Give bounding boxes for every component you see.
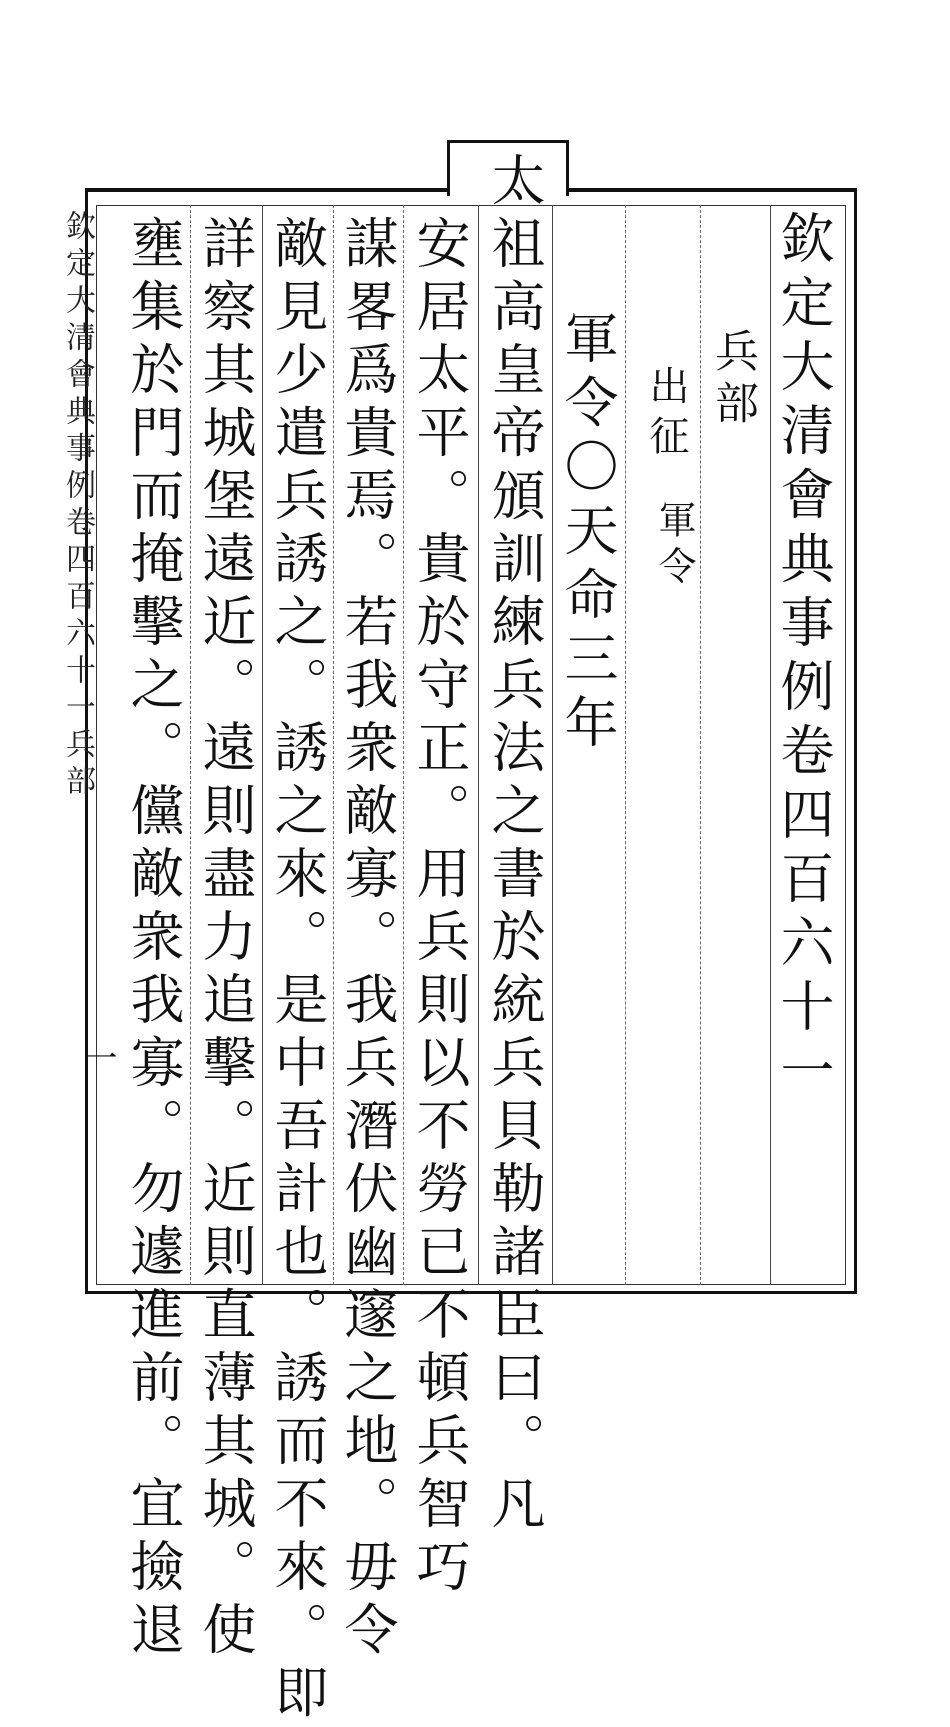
column-rule xyxy=(770,205,771,1285)
subsection-label: 出征 xyxy=(643,365,689,465)
body-line: 壅集於門而掩擊之。儻敵衆我寡。勿遽進前。宜撿退 xyxy=(122,215,185,1664)
body-line: 謀畧爲貴焉。若我衆敵寡。我兵潛伏幽邃之地。毋令 xyxy=(336,215,399,1664)
column-rule xyxy=(403,205,404,1285)
margin-running-title: 欽定大清會典事例卷四百六十一兵部 xyxy=(60,210,95,802)
section-label: 兵部 xyxy=(707,328,758,432)
column-rule xyxy=(478,205,479,1285)
body-line: 太祖高皇帝頒訓練兵法之書於統兵貝勒諸臣曰。凡 xyxy=(483,152,546,1538)
body-line: 敵見少遣兵誘之。誘之來。是中吾計也。誘而不來。即 xyxy=(266,215,329,1727)
column-rule xyxy=(190,205,191,1285)
body-line: 安居太平。貴於守正。用兵則以不勞已不頓兵智巧 xyxy=(408,215,471,1601)
body-line: 詳察其城堡遠近。遠則盡力追擊。近則直薄其城。使 xyxy=(194,215,257,1664)
section-heading: 軍令〇天命三年 xyxy=(556,310,619,758)
column-rule xyxy=(262,205,263,1285)
column-rule xyxy=(625,205,626,1285)
folio-number: 一 xyxy=(77,1040,117,1080)
column-rule xyxy=(333,205,334,1285)
column-rule xyxy=(552,205,553,1285)
topic-label: 軍令 xyxy=(652,500,696,592)
book-title: 欽定大清會典事例卷四百六十一 xyxy=(772,210,835,1106)
column-rule xyxy=(700,205,701,1285)
